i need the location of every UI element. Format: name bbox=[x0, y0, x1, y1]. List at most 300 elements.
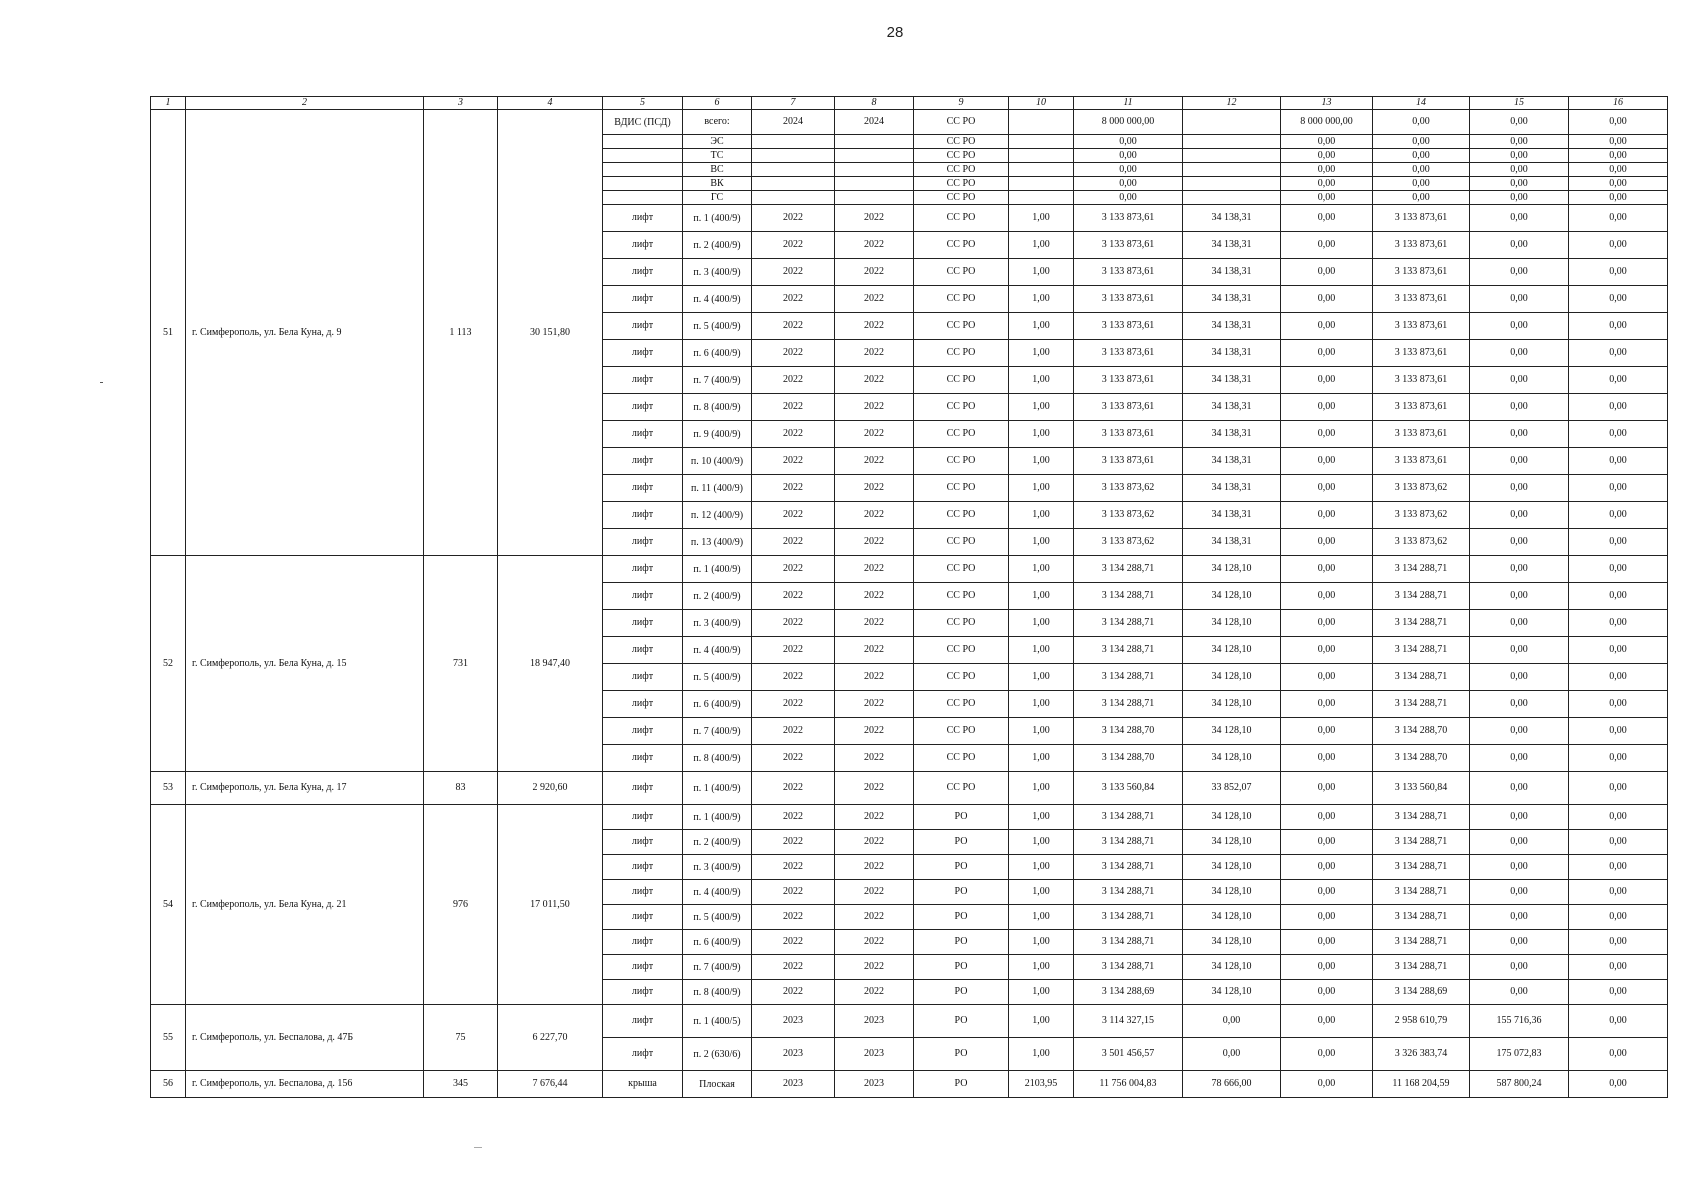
regional-fund-cell: 3 133 873,61 bbox=[1373, 448, 1470, 475]
row-number-cell: 53 bbox=[151, 772, 186, 805]
fund-cell: 0,00 bbox=[1281, 930, 1373, 955]
column-number-12: 12 bbox=[1183, 97, 1281, 110]
work-type-cell: лифт bbox=[603, 880, 683, 905]
work-type-cell bbox=[603, 177, 683, 191]
volume-cell: 1,00 bbox=[1009, 955, 1074, 980]
owner-fund-cell: 0,00 bbox=[1470, 905, 1569, 930]
unit-cost-cell: 33 852,07 bbox=[1183, 772, 1281, 805]
total-cost-cell: 3 133 873,62 bbox=[1074, 502, 1183, 529]
other-fund-cell: 0,00 bbox=[1569, 394, 1668, 421]
work-type-cell: лифт bbox=[603, 718, 683, 745]
row-number-cell: 56 bbox=[151, 1071, 186, 1098]
start-year-cell bbox=[752, 149, 835, 163]
end-year-cell: 2022 bbox=[835, 313, 914, 340]
other-fund-cell: 0,00 bbox=[1569, 135, 1668, 149]
start-year-cell: 2022 bbox=[752, 475, 835, 502]
source-cell: СС РО bbox=[914, 529, 1009, 556]
other-fund-cell: 0,00 bbox=[1569, 664, 1668, 691]
volume-cell: 1,00 bbox=[1009, 880, 1074, 905]
end-year-cell: 2022 bbox=[835, 286, 914, 313]
volume-cell: 1,00 bbox=[1009, 556, 1074, 583]
end-year-cell: 2022 bbox=[835, 855, 914, 880]
volume-cell: 1,00 bbox=[1009, 980, 1074, 1005]
work-type-cell: лифт bbox=[603, 340, 683, 367]
owner-fund-cell: 0,00 bbox=[1470, 135, 1569, 149]
unit-cost-cell: 34 138,31 bbox=[1183, 286, 1281, 313]
other-fund-cell: 0,00 bbox=[1569, 448, 1668, 475]
end-year-cell: 2022 bbox=[835, 475, 914, 502]
element-cell: п. 11 (400/9) bbox=[683, 475, 752, 502]
volume-cell: 1,00 bbox=[1009, 830, 1074, 855]
volume-cell: 1,00 bbox=[1009, 286, 1074, 313]
start-year-cell: 2022 bbox=[752, 502, 835, 529]
start-year-cell: 2022 bbox=[752, 394, 835, 421]
volume-cell: 1,00 bbox=[1009, 855, 1074, 880]
regional-fund-cell: 3 133 873,61 bbox=[1373, 394, 1470, 421]
fund-cell: 0,00 bbox=[1281, 664, 1373, 691]
regional-fund-cell: 3 133 873,62 bbox=[1373, 529, 1470, 556]
fund-cell: 0,00 bbox=[1281, 718, 1373, 745]
work-type-cell: лифт bbox=[603, 930, 683, 955]
element-cell: ТС bbox=[683, 149, 752, 163]
end-year-cell: 2022 bbox=[835, 905, 914, 930]
total-cost-cell: 3 134 288,71 bbox=[1074, 955, 1183, 980]
unit-cost-cell bbox=[1183, 110, 1281, 135]
column-number-13: 13 bbox=[1281, 97, 1373, 110]
work-type-cell bbox=[603, 149, 683, 163]
end-year-cell: 2022 bbox=[835, 718, 914, 745]
other-fund-cell: 0,00 bbox=[1569, 149, 1668, 163]
source-cell: РО bbox=[914, 930, 1009, 955]
regional-fund-cell: 0,00 bbox=[1373, 191, 1470, 205]
work-type-cell: лифт bbox=[603, 502, 683, 529]
regional-fund-cell: 0,00 bbox=[1373, 110, 1470, 135]
work-type-cell: лифт bbox=[603, 313, 683, 340]
end-year-cell: 2022 bbox=[835, 367, 914, 394]
unit-cost-cell: 34 128,10 bbox=[1183, 905, 1281, 930]
source-cell: СС РО bbox=[914, 637, 1009, 664]
end-year-cell: 2022 bbox=[835, 610, 914, 637]
source-cell: СС РО bbox=[914, 583, 1009, 610]
column-number-row bbox=[151, 97, 1668, 110]
address-cell: г. Симферополь, ул. Бела Куна, д. 9 bbox=[186, 110, 424, 556]
scan-mark bbox=[100, 382, 103, 383]
fund-cell: 0,00 bbox=[1281, 805, 1373, 830]
end-year-cell: 2022 bbox=[835, 880, 914, 905]
element-cell: всего: bbox=[683, 110, 752, 135]
element-cell: п. 13 (400/9) bbox=[683, 529, 752, 556]
work-type-cell: крыша bbox=[603, 1071, 683, 1098]
element-cell: п. 9 (400/9) bbox=[683, 421, 752, 448]
total-cost-cell: 8 000 000,00 bbox=[1074, 110, 1183, 135]
source-cell: СС РО bbox=[914, 367, 1009, 394]
total-cost-cell: 3 134 288,71 bbox=[1074, 691, 1183, 718]
other-fund-cell: 0,00 bbox=[1569, 340, 1668, 367]
regional-fund-cell: 3 134 288,71 bbox=[1373, 610, 1470, 637]
owner-fund-cell: 0,00 bbox=[1470, 830, 1569, 855]
end-year-cell bbox=[835, 149, 914, 163]
volume-cell: 1,00 bbox=[1009, 421, 1074, 448]
other-fund-cell: 0,00 bbox=[1569, 637, 1668, 664]
total-cost-cell: 3 134 288,71 bbox=[1074, 905, 1183, 930]
unit-cost-cell: 34 138,31 bbox=[1183, 313, 1281, 340]
start-year-cell bbox=[752, 135, 835, 149]
source-cell: СС РО bbox=[914, 313, 1009, 340]
volume-cell: 1,00 bbox=[1009, 637, 1074, 664]
total-cost-cell: 3 133 873,62 bbox=[1074, 529, 1183, 556]
fund-cell: 0,00 bbox=[1281, 149, 1373, 163]
volume-cell: 1,00 bbox=[1009, 772, 1074, 805]
regional-fund-cell: 3 134 288,71 bbox=[1373, 664, 1470, 691]
start-year-cell: 2022 bbox=[752, 286, 835, 313]
unit-cost-cell: 0,00 bbox=[1183, 1038, 1281, 1071]
fund-cell: 0,00 bbox=[1281, 502, 1373, 529]
fund-cell: 0,00 bbox=[1281, 163, 1373, 177]
owner-fund-cell: 0,00 bbox=[1470, 421, 1569, 448]
source-cell: СС РО bbox=[914, 232, 1009, 259]
end-year-cell: 2022 bbox=[835, 394, 914, 421]
total-cost-cell: 0,00 bbox=[1074, 135, 1183, 149]
element-cell: п. 2 (400/9) bbox=[683, 583, 752, 610]
total-cost-cell: 3 134 288,71 bbox=[1074, 664, 1183, 691]
start-year-cell: 2022 bbox=[752, 955, 835, 980]
table-row bbox=[151, 1005, 1668, 1038]
volume-cell: 1,00 bbox=[1009, 232, 1074, 259]
end-year-cell: 2022 bbox=[835, 529, 914, 556]
regional-fund-cell: 3 134 288,71 bbox=[1373, 880, 1470, 905]
source-cell: СС РО bbox=[914, 177, 1009, 191]
source-cell: РО bbox=[914, 1038, 1009, 1071]
other-fund-cell: 0,00 bbox=[1569, 830, 1668, 855]
apartments-cell: 1 113 bbox=[424, 110, 498, 556]
fund-cell: 8 000 000,00 bbox=[1281, 110, 1373, 135]
unit-cost-cell: 34 138,31 bbox=[1183, 475, 1281, 502]
source-cell: СС РО bbox=[914, 286, 1009, 313]
other-fund-cell: 0,00 bbox=[1569, 880, 1668, 905]
element-cell: п. 7 (400/9) bbox=[683, 367, 752, 394]
start-year-cell: 2022 bbox=[752, 930, 835, 955]
regional-fund-cell: 3 134 288,70 bbox=[1373, 718, 1470, 745]
start-year-cell: 2022 bbox=[752, 718, 835, 745]
volume-cell: 1,00 bbox=[1009, 905, 1074, 930]
end-year-cell: 2022 bbox=[835, 772, 914, 805]
work-type-cell: лифт bbox=[603, 664, 683, 691]
element-cell: п. 5 (400/9) bbox=[683, 313, 752, 340]
fund-cell: 0,00 bbox=[1281, 340, 1373, 367]
fund-cell: 0,00 bbox=[1281, 880, 1373, 905]
column-number-4: 4 bbox=[498, 97, 603, 110]
column-number-1: 1 bbox=[151, 97, 186, 110]
source-cell: СС РО bbox=[914, 610, 1009, 637]
table-row bbox=[151, 805, 1668, 830]
start-year-cell: 2022 bbox=[752, 259, 835, 286]
start-year-cell: 2022 bbox=[752, 421, 835, 448]
total-cost-cell: 3 133 873,61 bbox=[1074, 232, 1183, 259]
area-cell: 7 676,44 bbox=[498, 1071, 603, 1098]
other-fund-cell: 0,00 bbox=[1569, 1038, 1668, 1071]
regional-fund-cell: 3 133 873,61 bbox=[1373, 421, 1470, 448]
source-cell: СС РО bbox=[914, 191, 1009, 205]
element-cell: п. 4 (400/9) bbox=[683, 286, 752, 313]
end-year-cell: 2024 bbox=[835, 110, 914, 135]
work-type-cell: лифт bbox=[603, 745, 683, 772]
start-year-cell: 2022 bbox=[752, 232, 835, 259]
other-fund-cell: 0,00 bbox=[1569, 930, 1668, 955]
other-fund-cell: 0,00 bbox=[1569, 367, 1668, 394]
total-cost-cell: 3 134 288,71 bbox=[1074, 880, 1183, 905]
fund-cell: 0,00 bbox=[1281, 135, 1373, 149]
other-fund-cell: 0,00 bbox=[1569, 475, 1668, 502]
owner-fund-cell: 0,00 bbox=[1470, 980, 1569, 1005]
fund-cell: 0,00 bbox=[1281, 259, 1373, 286]
end-year-cell: 2023 bbox=[835, 1071, 914, 1098]
end-year-cell: 2022 bbox=[835, 691, 914, 718]
fund-cell: 0,00 bbox=[1281, 1038, 1373, 1071]
apartments-cell: 976 bbox=[424, 805, 498, 1005]
work-type-cell: лифт bbox=[603, 556, 683, 583]
unit-cost-cell: 34 128,10 bbox=[1183, 880, 1281, 905]
work-type-cell: лифт bbox=[603, 1005, 683, 1038]
end-year-cell: 2022 bbox=[835, 340, 914, 367]
volume-cell: 1,00 bbox=[1009, 529, 1074, 556]
other-fund-cell: 0,00 bbox=[1569, 745, 1668, 772]
work-type-cell: лифт bbox=[603, 905, 683, 930]
volume-cell: 1,00 bbox=[1009, 340, 1074, 367]
regional-fund-cell: 0,00 bbox=[1373, 149, 1470, 163]
total-cost-cell: 3 133 873,62 bbox=[1074, 475, 1183, 502]
volume-cell: 1,00 bbox=[1009, 313, 1074, 340]
total-cost-cell: 3 501 456,57 bbox=[1074, 1038, 1183, 1071]
work-type-cell: лифт bbox=[603, 583, 683, 610]
work-type-cell: лифт bbox=[603, 448, 683, 475]
fund-cell: 0,00 bbox=[1281, 191, 1373, 205]
owner-fund-cell: 0,00 bbox=[1470, 475, 1569, 502]
regional-fund-cell: 3 134 288,71 bbox=[1373, 905, 1470, 930]
volume-cell: 1,00 bbox=[1009, 691, 1074, 718]
volume-cell: 1,00 bbox=[1009, 205, 1074, 232]
source-cell: СС РО bbox=[914, 718, 1009, 745]
start-year-cell: 2022 bbox=[752, 313, 835, 340]
end-year-cell: 2022 bbox=[835, 980, 914, 1005]
volume-cell: 1,00 bbox=[1009, 583, 1074, 610]
regional-fund-cell: 3 134 288,71 bbox=[1373, 830, 1470, 855]
owner-fund-cell: 0,00 bbox=[1470, 448, 1569, 475]
regional-fund-cell: 3 134 288,71 bbox=[1373, 805, 1470, 830]
address-cell: г. Симферополь, ул. Беспалова, д. 47Б bbox=[186, 1005, 424, 1071]
total-cost-cell: 0,00 bbox=[1074, 163, 1183, 177]
capital-repair-table bbox=[150, 96, 1668, 1098]
start-year-cell: 2023 bbox=[752, 1071, 835, 1098]
total-cost-cell: 3 134 288,69 bbox=[1074, 980, 1183, 1005]
address-cell: г. Симферополь, ул. Бела Куна, д. 15 bbox=[186, 556, 424, 772]
total-cost-cell: 3 134 288,70 bbox=[1074, 745, 1183, 772]
owner-fund-cell: 0,00 bbox=[1470, 610, 1569, 637]
unit-cost-cell: 34 138,31 bbox=[1183, 259, 1281, 286]
total-cost-cell: 3 134 288,71 bbox=[1074, 830, 1183, 855]
volume-cell: 1,00 bbox=[1009, 475, 1074, 502]
total-cost-cell: 3 133 873,61 bbox=[1074, 394, 1183, 421]
fund-cell: 0,00 bbox=[1281, 905, 1373, 930]
total-cost-cell: 3 133 873,61 bbox=[1074, 205, 1183, 232]
start-year-cell bbox=[752, 191, 835, 205]
start-year-cell: 2023 bbox=[752, 1038, 835, 1071]
owner-fund-cell: 0,00 bbox=[1470, 191, 1569, 205]
source-cell: СС РО bbox=[914, 772, 1009, 805]
total-cost-cell: 3 133 873,61 bbox=[1074, 421, 1183, 448]
total-cost-cell: 3 134 288,71 bbox=[1074, 805, 1183, 830]
source-cell: РО bbox=[914, 805, 1009, 830]
other-fund-cell: 0,00 bbox=[1569, 955, 1668, 980]
column-number-16: 16 bbox=[1569, 97, 1668, 110]
source-cell: РО bbox=[914, 905, 1009, 930]
volume-cell: 1,00 bbox=[1009, 664, 1074, 691]
unit-cost-cell: 34 128,10 bbox=[1183, 610, 1281, 637]
owner-fund-cell: 0,00 bbox=[1470, 259, 1569, 286]
work-type-cell: лифт bbox=[603, 855, 683, 880]
unit-cost-cell: 34 128,10 bbox=[1183, 718, 1281, 745]
unit-cost-cell: 34 128,10 bbox=[1183, 930, 1281, 955]
table-row bbox=[151, 772, 1668, 805]
end-year-cell: 2022 bbox=[835, 232, 914, 259]
work-type-cell: лифт bbox=[603, 394, 683, 421]
end-year-cell: 2022 bbox=[835, 556, 914, 583]
owner-fund-cell: 0,00 bbox=[1470, 637, 1569, 664]
volume-cell bbox=[1009, 135, 1074, 149]
unit-cost-cell: 34 138,31 bbox=[1183, 340, 1281, 367]
end-year-cell bbox=[835, 191, 914, 205]
total-cost-cell: 3 134 288,71 bbox=[1074, 637, 1183, 664]
volume-cell: 1,00 bbox=[1009, 367, 1074, 394]
other-fund-cell: 0,00 bbox=[1569, 286, 1668, 313]
apartments-cell: 731 bbox=[424, 556, 498, 772]
owner-fund-cell: 0,00 bbox=[1470, 930, 1569, 955]
start-year-cell: 2022 bbox=[752, 205, 835, 232]
column-number-5: 5 bbox=[603, 97, 683, 110]
regional-fund-cell: 3 134 288,71 bbox=[1373, 955, 1470, 980]
element-cell: п. 1 (400/5) bbox=[683, 1005, 752, 1038]
other-fund-cell: 0,00 bbox=[1569, 855, 1668, 880]
fund-cell: 0,00 bbox=[1281, 556, 1373, 583]
volume-cell: 1,00 bbox=[1009, 448, 1074, 475]
fund-cell: 0,00 bbox=[1281, 286, 1373, 313]
other-fund-cell: 0,00 bbox=[1569, 232, 1668, 259]
fund-cell: 0,00 bbox=[1281, 394, 1373, 421]
fund-cell: 0,00 bbox=[1281, 980, 1373, 1005]
element-cell: ЭС bbox=[683, 135, 752, 149]
regional-fund-cell: 0,00 bbox=[1373, 163, 1470, 177]
start-year-cell: 2022 bbox=[752, 880, 835, 905]
unit-cost-cell: 0,00 bbox=[1183, 1005, 1281, 1038]
start-year-cell: 2022 bbox=[752, 583, 835, 610]
start-year-cell: 2022 bbox=[752, 855, 835, 880]
total-cost-cell: 0,00 bbox=[1074, 149, 1183, 163]
owner-fund-cell: 0,00 bbox=[1470, 805, 1569, 830]
total-cost-cell: 3 134 288,71 bbox=[1074, 610, 1183, 637]
fund-cell: 0,00 bbox=[1281, 1071, 1373, 1098]
work-type-cell: лифт bbox=[603, 367, 683, 394]
fund-cell: 0,00 bbox=[1281, 637, 1373, 664]
unit-cost-cell: 34 128,10 bbox=[1183, 830, 1281, 855]
fund-cell: 0,00 bbox=[1281, 830, 1373, 855]
other-fund-cell: 0,00 bbox=[1569, 191, 1668, 205]
work-type-cell bbox=[603, 135, 683, 149]
volume-cell bbox=[1009, 191, 1074, 205]
area-cell: 17 011,50 bbox=[498, 805, 603, 1005]
volume-cell: 1,00 bbox=[1009, 259, 1074, 286]
fund-cell: 0,00 bbox=[1281, 772, 1373, 805]
element-cell: п. 4 (400/9) bbox=[683, 880, 752, 905]
fund-cell: 0,00 bbox=[1281, 448, 1373, 475]
work-type-cell: лифт bbox=[603, 830, 683, 855]
owner-fund-cell: 0,00 bbox=[1470, 367, 1569, 394]
fund-cell: 0,00 bbox=[1281, 232, 1373, 259]
start-year-cell: 2022 bbox=[752, 830, 835, 855]
column-number-9: 9 bbox=[914, 97, 1009, 110]
work-type-cell: лифт bbox=[603, 637, 683, 664]
address-cell: г. Симферополь, ул. Бела Куна, д. 21 bbox=[186, 805, 424, 1005]
column-number-15: 15 bbox=[1470, 97, 1569, 110]
start-year-cell: 2022 bbox=[752, 610, 835, 637]
regional-fund-cell: 3 133 873,61 bbox=[1373, 259, 1470, 286]
fund-cell: 0,00 bbox=[1281, 475, 1373, 502]
end-year-cell: 2022 bbox=[835, 745, 914, 772]
source-cell: СС РО bbox=[914, 340, 1009, 367]
row-number-cell: 54 bbox=[151, 805, 186, 1005]
element-cell: п. 1 (400/9) bbox=[683, 772, 752, 805]
source-cell: СС РО bbox=[914, 664, 1009, 691]
source-cell: РО bbox=[914, 880, 1009, 905]
work-type-cell: лифт bbox=[603, 772, 683, 805]
start-year-cell bbox=[752, 177, 835, 191]
element-cell: п. 7 (400/9) bbox=[683, 955, 752, 980]
unit-cost-cell: 34 138,31 bbox=[1183, 502, 1281, 529]
work-type-cell: лифт bbox=[603, 805, 683, 830]
table-body bbox=[151, 97, 1668, 1098]
regional-fund-cell: 0,00 bbox=[1373, 135, 1470, 149]
unit-cost-cell: 34 128,10 bbox=[1183, 691, 1281, 718]
other-fund-cell: 0,00 bbox=[1569, 610, 1668, 637]
element-cell: Плоская bbox=[683, 1071, 752, 1098]
element-cell: ВК bbox=[683, 177, 752, 191]
fund-cell: 0,00 bbox=[1281, 421, 1373, 448]
volume-cell: 1,00 bbox=[1009, 610, 1074, 637]
table-row bbox=[151, 110, 1668, 135]
fund-cell: 0,00 bbox=[1281, 955, 1373, 980]
owner-fund-cell: 0,00 bbox=[1470, 340, 1569, 367]
total-cost-cell: 3 134 288,71 bbox=[1074, 930, 1183, 955]
owner-fund-cell: 0,00 bbox=[1470, 313, 1569, 340]
other-fund-cell: 0,00 bbox=[1569, 502, 1668, 529]
source-cell: РО bbox=[914, 1071, 1009, 1098]
regional-fund-cell: 3 134 288,71 bbox=[1373, 855, 1470, 880]
end-year-cell: 2022 bbox=[835, 502, 914, 529]
start-year-cell: 2022 bbox=[752, 637, 835, 664]
regional-fund-cell: 0,00 bbox=[1373, 177, 1470, 191]
unit-cost-cell: 34 128,10 bbox=[1183, 637, 1281, 664]
owner-fund-cell: 0,00 bbox=[1470, 691, 1569, 718]
source-cell: СС РО bbox=[914, 205, 1009, 232]
work-type-cell: лифт bbox=[603, 691, 683, 718]
total-cost-cell: 3 134 288,71 bbox=[1074, 855, 1183, 880]
source-cell: СС РО bbox=[914, 421, 1009, 448]
scan-mark bbox=[474, 1147, 482, 1148]
element-cell: п. 6 (400/9) bbox=[683, 691, 752, 718]
other-fund-cell: 0,00 bbox=[1569, 718, 1668, 745]
area-cell: 18 947,40 bbox=[498, 556, 603, 772]
element-cell: п. 2 (630/6) bbox=[683, 1038, 752, 1071]
source-cell: СС РО bbox=[914, 691, 1009, 718]
owner-fund-cell: 0,00 bbox=[1470, 855, 1569, 880]
